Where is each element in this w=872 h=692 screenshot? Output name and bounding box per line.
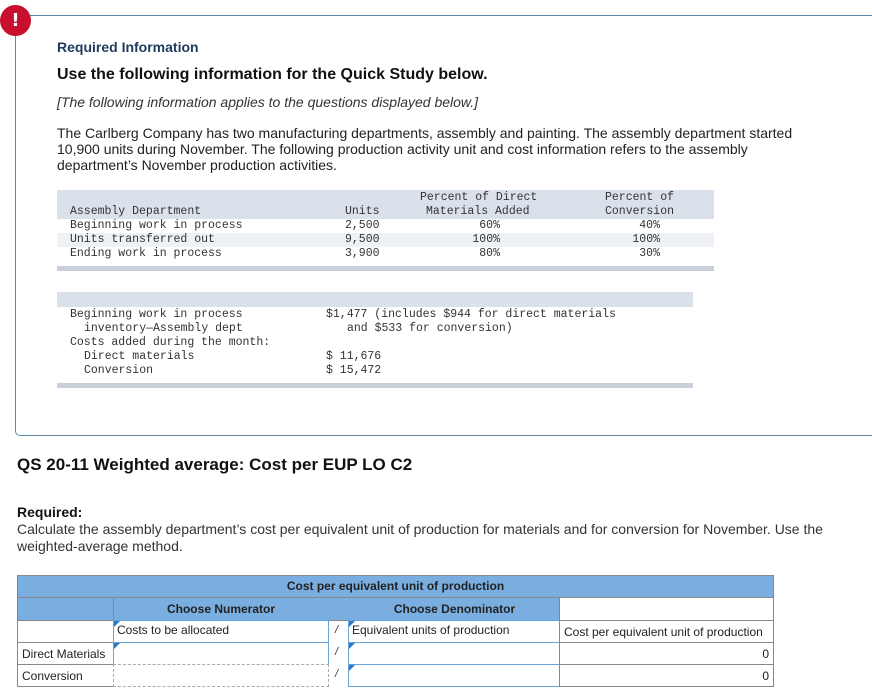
direct-materials-numerator-input[interactable] — [113, 642, 329, 665]
header-dm-line1: Percent of Direct — [420, 191, 538, 204]
cost-information-table — [57, 292, 693, 388]
row-dm: 60% — [479, 219, 500, 232]
numerator-header-value: Costs to be allocated — [117, 623, 230, 637]
intro-line: 10,900 units during November. The following production activity unit and cost information refers to the assembly — [57, 141, 748, 157]
denominator-header-select[interactable] — [348, 620, 560, 643]
grid-title: Cost per equivalent unit of production — [286, 579, 505, 593]
dropdown-corner-icon — [349, 665, 355, 671]
instructions-lead: Use the following information for the Quick Study below. — [57, 66, 488, 83]
denominator-header: Choose Denominator — [393, 602, 516, 616]
conversion-label: Conversion — [84, 364, 154, 377]
table-bottom-rule — [57, 383, 693, 388]
divide-slash: / — [335, 668, 339, 680]
intro-paragraph — [57, 125, 847, 173]
row-label: Units transferred out — [70, 233, 215, 246]
row-units: 2,500 — [345, 219, 380, 232]
direct-materials-row-label: Direct Materials — [22, 647, 106, 661]
direct-materials-result: 0 — [762, 647, 769, 661]
table-bottom-rule — [57, 266, 714, 271]
required-information-heading: Required Information — [57, 39, 199, 55]
row-conv: 100% — [632, 233, 660, 246]
numerator-header: Choose Numerator — [166, 602, 276, 616]
conversion-denominator-input[interactable] — [348, 664, 560, 687]
conversion-numerator-input[interactable] — [113, 664, 329, 687]
direct-materials-label: Direct materials — [84, 350, 195, 363]
row-units: 3,900 — [345, 247, 380, 260]
dropdown-corner-icon — [349, 643, 355, 649]
row-label: Beginning work in process — [70, 219, 243, 232]
grid-sub-blank — [17, 620, 114, 643]
answer-grid — [17, 575, 774, 687]
divide-slash: / — [335, 624, 339, 636]
beg-wip-value-2: and $533 for conversion) — [347, 322, 513, 335]
header-conv-line1: Percent of — [605, 191, 675, 204]
required-line: Calculate the assembly department’s cost per equivalent unit of production for materials and for conversion for November. Use the — [17, 521, 823, 537]
row-conv: 30% — [639, 247, 660, 260]
table-header-band — [57, 292, 693, 307]
beg-wip-label-2: inventory—Assembly dept — [84, 322, 243, 335]
conversion-result: 0 — [762, 669, 769, 683]
row-units: 9,500 — [345, 233, 380, 246]
header-conv-line2: Conversion — [605, 205, 675, 218]
numerator-header-select[interactable] — [113, 620, 329, 643]
alert-icon: ! — [0, 5, 31, 36]
direct-materials-value: $ 11,676 — [326, 350, 382, 363]
conversion-row-label: Conversion — [22, 669, 83, 683]
row-conv: 40% — [639, 219, 660, 232]
dropdown-corner-icon — [114, 643, 120, 649]
grid-header-blank — [17, 597, 114, 621]
direct-materials-denominator-input[interactable] — [348, 642, 560, 665]
dropdown-corner-icon — [114, 621, 120, 627]
header-units: Units — [345, 205, 380, 218]
intro-line: The Carlberg Company has two manufacturing departments, assembly and painting. The assembly department started — [57, 125, 793, 141]
row-dm: 100% — [472, 233, 500, 246]
required-line: weighted-average method. — [17, 538, 183, 554]
costs-added-label: Costs added during the month: — [70, 336, 271, 349]
production-activity-table — [57, 190, 714, 271]
required-label: Required: — [17, 504, 83, 520]
denominator-header-value: Equivalent units of production — [352, 623, 510, 637]
beg-wip-label-1: Beginning work in process — [70, 308, 243, 321]
row-label: Ending work in process — [70, 247, 222, 260]
beg-wip-value-1: $1,477 (includes $944 for direct materials — [326, 308, 616, 321]
dropdown-corner-icon — [349, 621, 355, 627]
divide-slash: / — [335, 646, 339, 658]
header-dm-line2: Materials Added — [426, 205, 530, 218]
result-header: Cost per equivalent unit of production — [564, 625, 763, 639]
intro-line: department’s November production activities. — [57, 157, 337, 173]
conversion-value: $ 15,472 — [326, 364, 382, 377]
grid-header-result-blank — [559, 597, 774, 621]
row-dm: 80% — [479, 247, 500, 260]
header-dept: Assembly Department — [70, 205, 202, 218]
required-text — [17, 521, 872, 555]
applies-note: [The following information applies to the questions displayed below.] — [57, 94, 479, 110]
question-title: QS 20-11 Weighted average: Cost per EUP LO C2 — [17, 455, 413, 474]
